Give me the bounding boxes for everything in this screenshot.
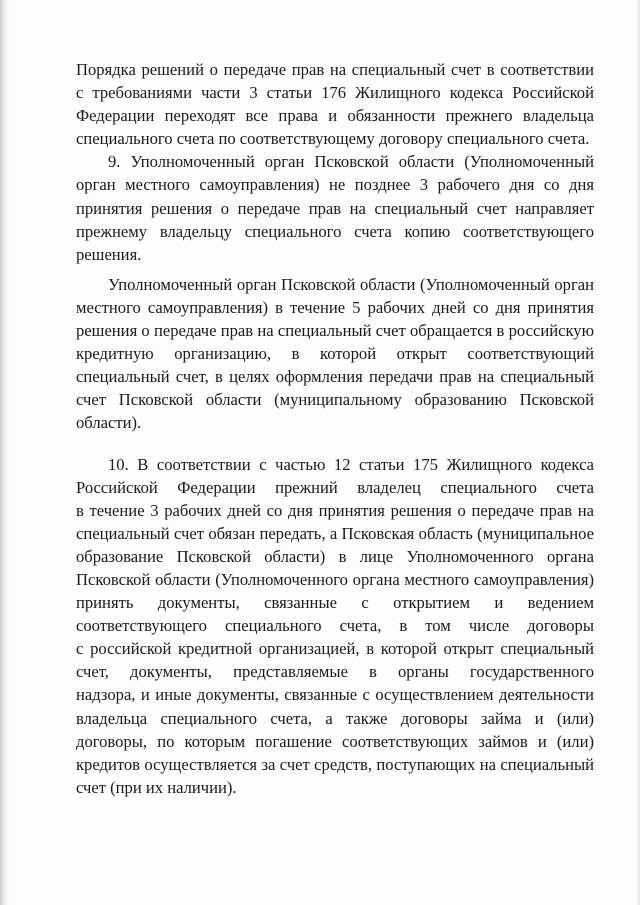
text-line: Федерации переходят все права и обязанности прежнего владельца — [76, 106, 594, 126]
text-line: Псковской области (Уполномоченного органа местного самоуправления) — [76, 569, 594, 589]
paragraph-gap — [76, 435, 594, 453]
text-line: с требованиями части 3 статьи 176 Жилищного кодекса Российской — [76, 83, 594, 103]
text-line: 10. В соответствии с частью 12 статьи 175 Жилищного кодекса — [108, 454, 594, 474]
text-line: местного самоуправления) в течение 5 рабочих дней со дня принятия — [76, 297, 594, 317]
text-line: счет (при их наличии). — [76, 777, 237, 797]
text-line: прежнему владельцу специального счета копию соответствующего — [76, 221, 594, 241]
text-line: решения о передаче прав на специальный счет обращается в российскую — [76, 321, 594, 341]
text-line: кредитов осуществляется за счет средств, поступающих на специальный — [76, 754, 594, 774]
text-line: принять документы, связанные с открытием и ведением — [76, 593, 594, 613]
text-line: с российской кредитной организацией, в которой открыт специальный — [76, 639, 594, 659]
paragraph-gap — [76, 266, 594, 273]
paragraph-10 — [76, 453, 594, 799]
text-line: специальный счет, в целях оформления передачи прав на специальный — [76, 367, 594, 387]
text-line: специальный счет обязан передать, а Псковская область (муниципальное — [76, 523, 594, 543]
paragraph-9-continuation — [76, 273, 594, 435]
document-body — [76, 58, 594, 799]
text-line: орган местного самоуправления) не позднее 3 рабочего дня со дня — [76, 175, 594, 195]
text-line: образование Псковской области) в лице Уполномоченного органа — [76, 546, 594, 566]
text-line: счет, документы, представляемые в органы государственного — [76, 662, 594, 682]
text-line: договоры, по которым погашение соответствующих займов и (или) — [76, 731, 594, 751]
paragraph-9 — [76, 150, 594, 265]
text-line: специального счета по соответствующему договору специального счета. — [76, 129, 590, 149]
text-line: счет Псковской области (муниципальному образованию Псковской — [76, 390, 594, 410]
text-line: соответствующего специального счета, в том числе договоры — [76, 616, 594, 636]
text-line: надзора, и иные документы, связанные с осуществлением деятельности — [76, 685, 594, 705]
text-line: 9. Уполномоченный орган Псковской области (Уполномоченный — [108, 152, 594, 172]
text-line: принятия решения о передаче прав на специальный счет направляет — [76, 198, 594, 218]
paragraph-continuation — [76, 58, 594, 150]
text-line: Российской Федерации прежний владелец специального счета — [76, 477, 594, 497]
text-line: владельца специального счета, а также договоры займа и (или) — [76, 708, 594, 728]
text-line: Уполномоченный орган Псковской области (Уполномоченный орган — [108, 274, 594, 294]
text-line: Порядка решений о передаче прав на специальный счет в соответствии — [76, 60, 594, 79]
scan-left-edge — [0, 0, 9, 905]
text-line: решения. — [76, 244, 142, 264]
text-line: в течение 3 рабочих дней со дня принятия решения о передаче прав на — [76, 500, 594, 520]
text-line: области). — [76, 413, 142, 433]
scan-right-edge — [636, 0, 640, 905]
text-line: кредитную организацию, в которой открыт соответствующий — [76, 344, 594, 364]
